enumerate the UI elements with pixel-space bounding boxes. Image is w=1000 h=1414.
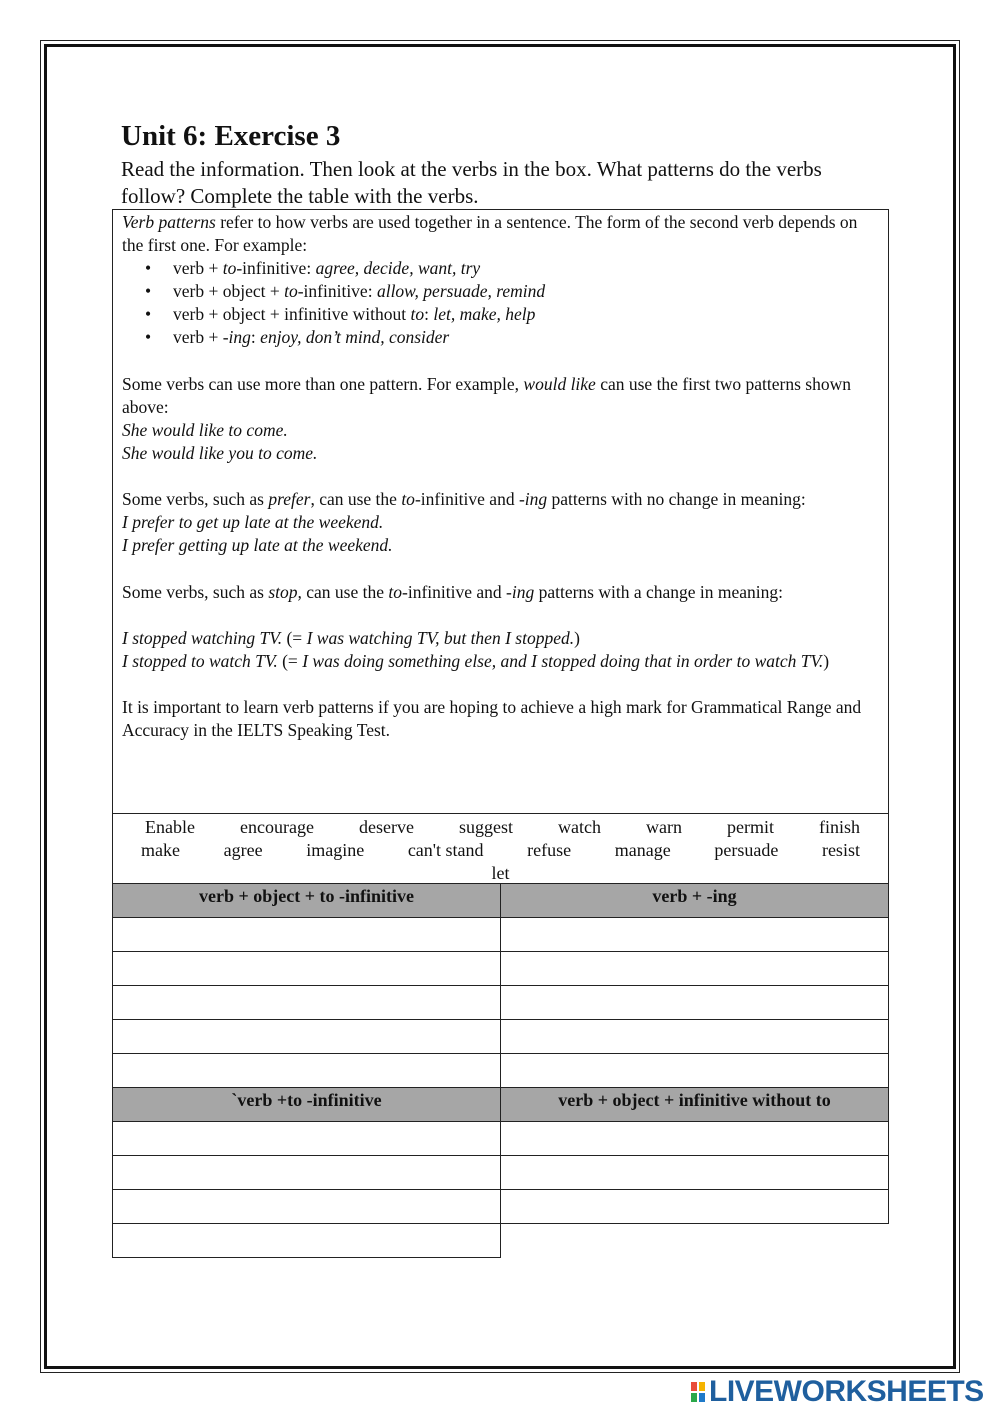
closing-paragraph: It is important to learn verb patterns if you are hoping to achieve a high mark for Grammatical Range and Accuracy in the IELTS Speaking Test.: [122, 696, 862, 741]
example-sentence: I prefer to get up late at the weekend.: [122, 512, 384, 533]
example-sentence: I prefer getting up late at the weekend.: [122, 535, 393, 556]
verb-word[interactable]: encourage: [240, 817, 314, 837]
answer-cell[interactable]: [501, 1156, 889, 1190]
table-row: [113, 1054, 889, 1088]
verb-word[interactable]: agree: [223, 840, 263, 860]
verb-word[interactable]: refuse: [527, 840, 572, 860]
answer-cell[interactable]: [501, 1122, 889, 1156]
bullet-icon: •: [145, 304, 152, 325]
verb-word[interactable]: permit: [726, 817, 774, 837]
list-item: • verb + object + infinitive without to: let, make, help: [173, 303, 879, 326]
example-sentence: I stopped watching TV. (= I was watching TV, but then I stopped.): [122, 627, 580, 648]
table-header-row: [113, 884, 889, 918]
header-infinitive-without-to: verb + object + infinitive without to: [501, 1088, 889, 1122]
verb-word[interactable]: finish: [818, 817, 860, 837]
info-box: [112, 209, 889, 814]
answer-cell[interactable]: [113, 1190, 501, 1224]
table-row: [113, 1122, 889, 1156]
verb-word[interactable]: make: [141, 840, 180, 860]
verb-word-box: [112, 813, 889, 884]
table-row: [113, 952, 889, 986]
header-ing: verb + -ing: [501, 884, 889, 918]
answer-cell[interactable]: [113, 918, 501, 952]
verb-word[interactable]: watch: [557, 817, 601, 837]
instructions: Read the information. Then look at the verbs in the box. What patterns do the verbs follow? Complete the table with the verbs.: [121, 157, 822, 208]
answer-cell[interactable]: [501, 1190, 889, 1224]
example-sentence: I stopped to watch TV. (= I was doing something else, and I stopped doing that in order to watch TV.): [122, 650, 830, 671]
answer-cell[interactable]: [113, 1054, 501, 1088]
example-sentence: She would like to come.: [122, 419, 288, 440]
verb-word[interactable]: resist: [821, 840, 860, 860]
bullet-icon: •: [145, 327, 152, 348]
word-row-1: [113, 814, 888, 839]
answer-cell[interactable]: [501, 1020, 889, 1054]
table-row: [113, 918, 889, 952]
list-item: • verb + -ing: enjoy, don’t mind, consider: [173, 326, 879, 349]
answer-cell[interactable]: [501, 952, 889, 986]
verb-word[interactable]: let: [491, 863, 510, 883]
example-sentence: She would like you to come.: [122, 442, 318, 463]
answer-cell[interactable]: [113, 1020, 501, 1054]
empty-cell: [501, 1224, 889, 1258]
table-row: [113, 1020, 889, 1054]
verb-word[interactable]: deserve: [358, 817, 414, 837]
header-to-infinitive: `verb +to -infinitive: [113, 1088, 501, 1122]
pattern-list: [122, 257, 879, 349]
verb-word[interactable]: suggest: [458, 817, 513, 837]
verb-word[interactable]: imagine: [306, 840, 365, 860]
paragraph-prefer: Some verbs, such as prefer, can use the to-infinitive and -ing patterns with no change in meaning:: [122, 489, 806, 510]
intro-paragraph: Verb patterns refer to how verbs are used together in a sentence. The form of the second verb depends on the first one. For example:: [122, 212, 858, 256]
paragraph-stop: Some verbs, such as stop, can use the to-infinitive and -ing patterns with a change in meaning:: [122, 581, 784, 602]
verb-word[interactable]: Enable: [145, 817, 195, 837]
logo-text: LIVEWORKSHEETS: [709, 1375, 984, 1408]
answer-cell[interactable]: [113, 986, 501, 1020]
answer-cell[interactable]: [501, 986, 889, 1020]
answer-cell[interactable]: [501, 918, 889, 952]
logo-icon: [691, 1382, 705, 1402]
answer-cell[interactable]: [113, 1156, 501, 1190]
word-row-3: [113, 862, 888, 885]
verb-word[interactable]: persuade: [714, 840, 779, 860]
paragraph-would-like: Some verbs can use more than one pattern. For example, would like can use the first two patterns shown above:: [122, 373, 851, 417]
answer-cell[interactable]: [113, 952, 501, 986]
answer-table: [112, 883, 889, 1258]
verb-word[interactable]: manage: [614, 840, 671, 860]
liveworksheets-logo: [691, 1375, 984, 1409]
table-row: [113, 986, 889, 1020]
header-object-to-infinitive: verb + object + to -infinitive: [113, 884, 501, 918]
list-item: • verb + to-infinitive: agree, decide, want, try: [173, 257, 879, 280]
verb-word[interactable]: warn: [645, 817, 682, 837]
table-row: [113, 1156, 889, 1190]
list-item: • verb + object + to-infinitive: allow, persuade, remind: [173, 280, 879, 303]
page-title: Unit 6: Exercise 3: [121, 120, 341, 152]
table-header-row: [113, 1088, 889, 1122]
table-row: [113, 1190, 889, 1224]
bullet-icon: •: [145, 281, 152, 302]
answer-cell[interactable]: [113, 1122, 501, 1156]
word-row-2: [113, 839, 888, 862]
answer-cell[interactable]: [113, 1224, 501, 1258]
table-row: [113, 1224, 889, 1258]
verb-word[interactable]: can't stand: [407, 840, 484, 860]
answer-cell[interactable]: [501, 1054, 889, 1088]
bullet-icon: •: [145, 258, 152, 279]
